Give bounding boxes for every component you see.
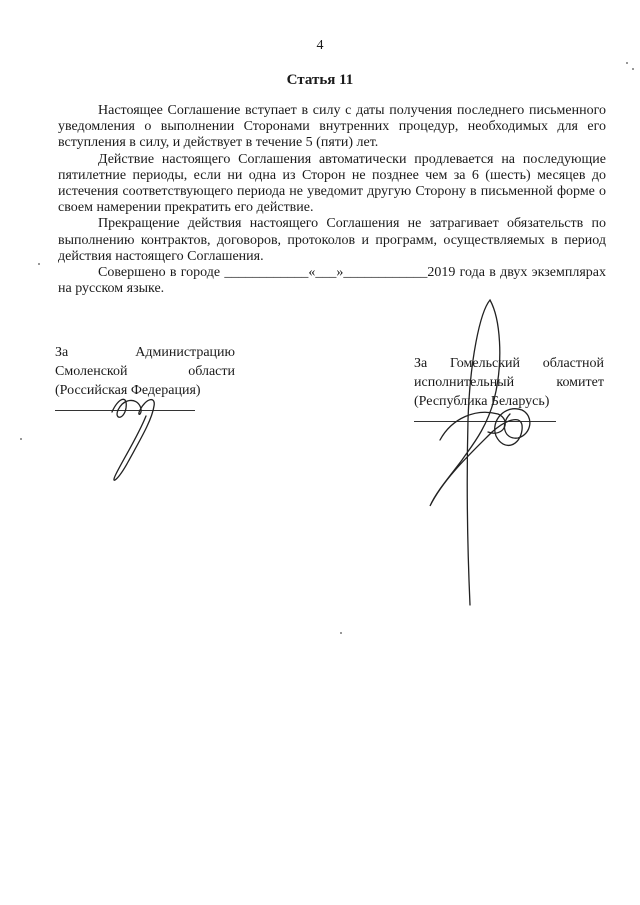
scan-speck: [38, 263, 40, 265]
scan-speck: [626, 62, 628, 64]
paragraph-done-in: Совершено в городе ____________«___»____________2019 года в двух экземплярах на русском языке.: [58, 265, 606, 297]
signature-right: [430, 300, 530, 605]
paragraph-termination: Прекращение действия настоящего Соглашения не затрагивает обязательств по выполнению контрактов, договоров, протоколов и программ, осуществляемых в период действия настоящего Соглашения.: [58, 216, 606, 264]
signatory-russia-line1: За Администрацию: [55, 345, 235, 360]
signature-left: [112, 399, 154, 480]
scan-speck: [20, 438, 22, 440]
signatory-belarus-country: (Республика Беларусь): [414, 394, 550, 409]
paragraph-automatic-extension: Действие настоящего Соглашения автоматически продлевается на последующие пятилетние периоды, если ни одна из Сторон не позднее чем за 6 (шесть) месяцев до истечения соответствующего периода не уведомит другую Сторону в письменной форме о своем намерении прекратить его действие.: [58, 151, 606, 216]
signatory-belarus-line2: исполнительный комитет: [414, 375, 604, 390]
page-number: 4: [316, 38, 324, 53]
signatory-belarus-line1: За Гомельский областной: [414, 356, 604, 371]
scan-speck: [340, 632, 342, 634]
scan-speck: [632, 68, 634, 70]
paragraph-entry-into-force: Настоящее Соглашение вступает в силу с даты получения последнего письменного уведомления о выполнении Сторонами внутренних процедур, необходимых для его вступления в силу, и действует в течение 5 (пяти) лет.: [58, 103, 606, 151]
signatory-russia-country: (Российская Федерация): [55, 383, 201, 398]
signatory-russia-line2: Смоленской области: [55, 364, 235, 379]
article-title: Статья 11: [286, 72, 354, 88]
